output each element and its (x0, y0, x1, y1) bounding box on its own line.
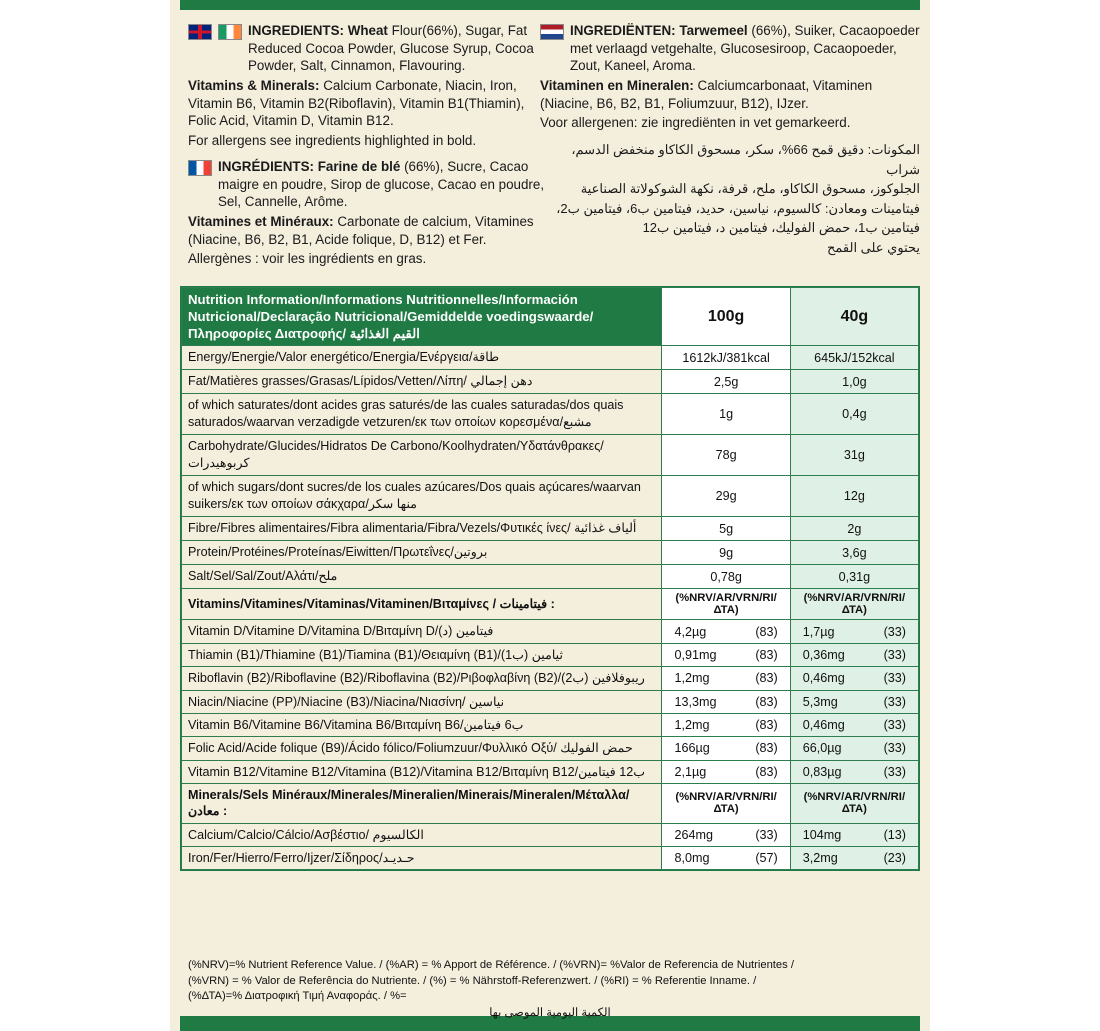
row-label-niacin: Niacin/Niacine (PP)/Niacine (B3)/Niacina/Νιασίνη/ نياسين (182, 690, 662, 713)
table-row (182, 713, 919, 736)
row-40g-riboflavin-value: 0,46mg (802, 671, 845, 686)
table-row (182, 690, 919, 713)
table-row (182, 620, 919, 643)
row-100g-folic-acid-percent: (83) (755, 741, 778, 756)
vitamins-body-en: Calcium Carbonate, Niacin, Iron, Vitamin B6, Vitamin B2(Riboflavin), Vitamin B1(Thiamin), Folic Acid, Vitamin D, Vitamin B12. (188, 78, 525, 129)
vitamins-heading-nl: Vitaminen en Mineralen: (540, 78, 694, 94)
minerals-unit-40g: (%NRV/AR/VRN/RI/ΔΤΑ) (790, 783, 918, 823)
ingredients-bold-tarwemeel: Tarwemeel (679, 23, 748, 38)
row-100g-calcium-percent: (33) (755, 827, 778, 842)
row-100g-vitamin-d-percent: (83) (755, 624, 778, 639)
row-100g-iron-percent: (57) (755, 851, 778, 866)
row-100g-fibre: 5g (662, 517, 790, 541)
row-label-sugars: of which sugars/dont sucres/de los cuales azúcares/Dos quais açúcares/waarvan suikers/εκ των οποίων σάκχαρα/منها سكر (182, 476, 662, 517)
table-row (182, 565, 919, 589)
row-40g-vitamin-d (790, 620, 918, 643)
row-40g-vitamin-b12-percent: (33) (883, 764, 906, 779)
ingredients-left-column (188, 22, 548, 270)
vitamins-body-nl: Calciumcarbonaat, Vitaminen (Niacine, B6, B2, B1, Foliumzuur, B12), IJzer. (540, 78, 873, 111)
ingredients-heading-nl: INGREDIËNTEN: (570, 23, 676, 38)
nutrition-table (181, 287, 919, 870)
footnote-line-3: (%ΔΤΑ)=% Διατροφική Τιμή Αναφοράς. / %= (188, 990, 407, 1003)
vitamins-section-row (182, 589, 919, 620)
row-40g-vitamin-b6-value: 0,46mg (802, 718, 845, 733)
row-40g-thiamin (790, 643, 918, 666)
vitamins-section-label: Vitamins/Vitamines/Vitaminas/Vitaminen/Βιταμίνες / فيتامينات : (182, 589, 662, 620)
ingredients-body-nl: (66%), Suiker, Cacaopoeder met verlaagd vetgehalte, Glucosesiroop, Cacaopoeder, Zout, Kaneel, Aroma. (570, 23, 920, 74)
vitamins-minerals-en (188, 77, 548, 130)
row-label-fat: Fat/Matières grasses/Grasas/Lípidos/Vetten/Λίπη/ دهن إجمالي (182, 370, 662, 394)
vitamins-minerals-fr (188, 213, 548, 248)
ingredients-arabic-line-2: الجلوكوز، مسحوق الكاكاو، ملح، قرفة، نكهة الشوكولاتة الصناعية (580, 181, 920, 197)
netherlands-flag-icon (540, 24, 564, 40)
row-100g-folic-acid (662, 737, 790, 760)
row-label-saturates: of which saturates/dont acides gras saturés/de las cuales saturadas/dos quais saturados/waarvan verzadigde vetzuren/εκ των οποίων κορεσμένα/مشبع (182, 394, 662, 435)
row-label-thiamin: Thiamin (B1)/Thiamine (B1)/Tiamina (B1)/Θειαμίνη (B1)/(ب1) ثيامين (182, 643, 662, 666)
row-100g-vitamin-d (662, 620, 790, 643)
ingredients-dutch-text (570, 22, 920, 75)
row-100g-riboflavin (662, 667, 790, 690)
row-label-salt: Salt/Sel/Sal/Zout/Αλάτι/ملح (182, 565, 662, 589)
table-row (182, 760, 919, 783)
row-label-carbohydrate: Carbohydrate/Glucides/Hidratos De Carbono/Koolhydraten/Υδατάνθρακες/ كربوهيدرات (182, 435, 662, 476)
row-100g-iron-value: 8,0mg (674, 851, 710, 866)
row-label-vitamin-d: Vitamin D/Vitamine D/Vitamina D/Βιταμίνη D/(د) فيتامين (182, 620, 662, 643)
row-label-fibre: Fibre/Fibres alimentaires/Fibra alimentaria/Fibra/Vezels/Φυτικές ίνες/ ألياف غذائية (182, 517, 662, 541)
vitamins-body-fr: Carbonate de calcium, Vitamines (Niacine, B6, B2, B1, Acide folique, D, B12) et Fer. (188, 213, 534, 247)
table-row (182, 823, 919, 846)
row-40g-niacin (790, 690, 918, 713)
ingredients-arabic-line-3: فيتامينات ومعادن: كالسيوم، نياسين، حديد، فيتامين ب6، فيتامين ب2، (556, 200, 920, 216)
uk-flag-icon (188, 24, 212, 40)
ingredients-english-text (248, 22, 548, 75)
row-40g-vitamin-b12 (790, 760, 918, 783)
nutrition-header-label: Nutrition Information/Informations Nutritionnelles/Información Nutricional/Declaração Nutricional/Gemiddelde voedingswaarde/Πληροφορίες Διατροφής/ القيم الغذائية (182, 288, 662, 346)
table-row (182, 847, 919, 870)
panel-top-green-band (180, 0, 920, 10)
ingredients-arabic-line-1: المكونات: دقيق قمح 66%، سكر، مسحوق الكاكاو منخفض الدسم، شراب (571, 142, 920, 177)
row-40g-calcium-percent: (13) (883, 827, 906, 842)
row-label-folic-acid: Folic Acid/Acide folique (B9)/Ácido fólico/Foliumzuur/Φυλλικό Οξύ/ حمض الفوليك (182, 737, 662, 760)
row-40g-niacin-value: 5,3mg (802, 694, 838, 709)
ingredients-body-en: Flour(66%), Sugar, Fat Reduced Cocoa Powder, Glucose Syrup, Cocoa Powder, Salt, Cinnamon, Flavouring. (248, 23, 534, 74)
row-100g-vitamin-d-value: 4,2µg (674, 624, 707, 639)
ingredients-dutch-line (540, 22, 920, 75)
row-40g-folic-acid-percent: (33) (883, 741, 906, 756)
ingredients-arabic-line-5: يحتوي على القمح (827, 239, 920, 255)
row-100g-riboflavin-percent: (83) (755, 671, 778, 686)
row-label-vitamin-b12: Vitamin B12/Vitamine B12/Vitamina (B12)/Vitamina B12/Βιταμίνη B12/ب12 فيتامين (182, 760, 662, 783)
row-40g-iron-value: 3,2mg (802, 851, 838, 866)
row-100g-thiamin-value: 0,91mg (674, 648, 717, 662)
row-40g-protein: 3,6g (790, 541, 918, 565)
row-100g-carbohydrate: 78g (662, 435, 790, 476)
row-label-iron: Iron/Fer/Hierro/Ferro/Ijzer/Σίδηρος/حـديـد (182, 847, 662, 870)
allergen-note-fr: Allergènes : voir les ingrédients en gras. (188, 251, 427, 267)
row-40g-fat: 1,0g (790, 370, 918, 394)
row-40g-carbohydrate: 31g (790, 435, 918, 476)
ingredients-french-text (218, 158, 548, 211)
table-row (182, 435, 919, 476)
row-40g-thiamin-value: 0,36mg (802, 648, 845, 662)
row-40g-vitamin-b6-percent: (33) (883, 718, 906, 733)
nutrition-header-100g: 100g (662, 288, 790, 346)
minerals-section-row (182, 783, 919, 823)
nutrition-header-40g: 40g (790, 288, 918, 346)
vitamins-unit-40g: (%NRV/AR/VRN/RI/ΔΤΑ) (790, 589, 918, 620)
row-100g-protein: 9g (662, 541, 790, 565)
france-flag-icon (188, 160, 212, 176)
row-40g-thiamin-percent: (33) (883, 648, 906, 662)
ireland-flag-icon (218, 24, 242, 40)
row-40g-vitamin-b12-value: 0,83µg (802, 764, 842, 779)
row-100g-fat: 2,5g (662, 370, 790, 394)
row-40g-vitamin-d-percent: (33) (883, 624, 906, 639)
row-100g-salt: 0,78g (662, 565, 790, 589)
ingredients-right-column (540, 22, 920, 257)
ingredients-body-fr: (66%), Sucre, Cacao maigre en poudre, Sirop de glucose, Cacao en poudre, Sel, Cannelle, Arôme. (218, 158, 545, 210)
row-40g-riboflavin-percent: (33) (883, 671, 906, 686)
row-40g-iron (790, 847, 918, 870)
row-100g-calcium (662, 823, 790, 846)
ingredients-arabic-line-4: فيتامين ب1، حمض الفوليك، فيتامين د، فيتامين ب12 (642, 220, 920, 236)
row-100g-vitamin-b12-percent: (83) (755, 764, 778, 779)
table-row (182, 370, 919, 394)
row-label-riboflavin: Riboflavin (B2)/Riboflavine (B2)/Riboflavina (B2)/Ριβοφλαβίνη (B2)/(ب2) ريبوفلافين (182, 667, 662, 690)
row-100g-niacin-value: 13,3mg (674, 694, 717, 709)
ingredients-bold-wheat: Wheat (347, 23, 388, 38)
table-row (182, 394, 919, 435)
row-label-protein: Protein/Protéines/Proteínas/Eiwitten/Πρωτεΐνες/بروتين (182, 541, 662, 565)
row-40g-salt: 0,31g (790, 565, 918, 589)
table-row (182, 643, 919, 666)
row-100g-vitamin-b12-value: 2,1µg (674, 764, 707, 779)
vitamins-heading-fr: Vitamines et Minéraux: (188, 213, 334, 229)
row-100g-vitamin-b6-value: 1,2mg (674, 718, 710, 733)
row-100g-calcium-value: 264mg (674, 827, 713, 842)
row-100g-energy: 1612kJ/381kcal (662, 346, 790, 370)
footnote-line-2: (%VRN) = % Valor de Referência do Nutriente. / (%) = % Nährstoff-Referenzwert. / (%RI) = % Referentie Inname. / (188, 974, 757, 987)
row-100g-niacin (662, 690, 790, 713)
row-label-energy: Energy/Energie/Valor energético/Energia/Ενέργεια/طاقة (182, 346, 662, 370)
row-100g-iron (662, 847, 790, 870)
row-40g-vitamin-b6 (790, 713, 918, 736)
table-row (182, 667, 919, 690)
row-40g-saturates: 0,4g (790, 394, 918, 435)
nutrition-footnote (180, 952, 920, 1021)
row-40g-folic-acid (790, 737, 918, 760)
nutrition-header-row (182, 288, 919, 346)
vitamins-heading-en: Vitamins & Minerals: (188, 78, 320, 94)
row-40g-niacin-percent: (33) (883, 694, 906, 709)
row-100g-riboflavin-value: 1,2mg (674, 671, 710, 686)
row-40g-vitamin-d-value: 1,7µg (802, 624, 835, 639)
ingredients-arabic-block (540, 140, 920, 257)
row-label-vitamin-b6: Vitamin B6/Vitamine B6/Vitamina B6/Βιταμίνη B6/ب6 فيتامين (182, 713, 662, 736)
footnote-line-4-arabic: الكمية اليومية الموصى بها (489, 1007, 611, 1020)
row-40g-sugars: 12g (790, 476, 918, 517)
table-row (182, 541, 919, 565)
row-100g-vitamin-b6-percent: (83) (755, 718, 778, 733)
table-row (182, 346, 919, 370)
row-40g-energy: 645kJ/152kcal (790, 346, 918, 370)
ingredients-bold-farine: Farine de blé (317, 158, 401, 174)
row-100g-niacin-percent: (83) (755, 694, 778, 709)
row-40g-iron-percent: (23) (883, 851, 906, 866)
row-40g-calcium-value: 104mg (802, 827, 842, 842)
row-100g-vitamin-b12 (662, 760, 790, 783)
vitamins-unit-100g: (%NRV/AR/VRN/RI/ΔΤΑ) (662, 589, 790, 620)
vitamins-minerals-nl (540, 77, 920, 112)
minerals-section-label: Minerals/Sels Minéraux/Minerales/Mineralien/Minerais/Mineralen/Μέταλλα/ معادن : (182, 783, 662, 823)
ingredients-english-line (188, 22, 548, 75)
nutrition-table-container (180, 286, 920, 871)
table-row (182, 737, 919, 760)
ingredients-heading-fr: INGRÉDIENTS: (218, 158, 314, 174)
table-row (182, 517, 919, 541)
row-100g-saturates: 1g (662, 394, 790, 435)
row-40g-riboflavin (790, 667, 918, 690)
row-100g-thiamin (662, 643, 790, 666)
row-40g-calcium (790, 823, 918, 846)
table-row (182, 476, 919, 517)
row-label-calcium: Calcium/Calcio/Cálcio/Ασβέστιο/ الكالسيوم (182, 823, 662, 846)
ingredients-heading-en: INGREDIENTS: (248, 23, 344, 38)
row-100g-folic-acid-value: 166µg (674, 741, 710, 756)
allergen-note-en: For allergens see ingredients highlighted in bold. (188, 133, 477, 149)
minerals-unit-100g: (%NRV/AR/VRN/RI/ΔΤΑ) (662, 783, 790, 823)
row-40g-folic-acid-value: 66,0µg (802, 741, 842, 756)
row-40g-fibre: 2g (790, 517, 918, 541)
row-100g-thiamin-percent: (83) (755, 648, 778, 662)
ingredients-french-line (188, 158, 548, 211)
ingredients-section (180, 22, 920, 282)
row-100g-sugars: 29g (662, 476, 790, 517)
footnote-line-1: (%NRV)=% Nutrient Reference Value. / (%AR) = % Apport de Référence. / (%VRN)= %Valor de Referencia de Nutrientes / (188, 959, 794, 971)
row-100g-vitamin-b6 (662, 713, 790, 736)
allergen-note-nl: Voor allergenen: zie ingrediënten in vet gemarkeerd. (540, 115, 851, 131)
